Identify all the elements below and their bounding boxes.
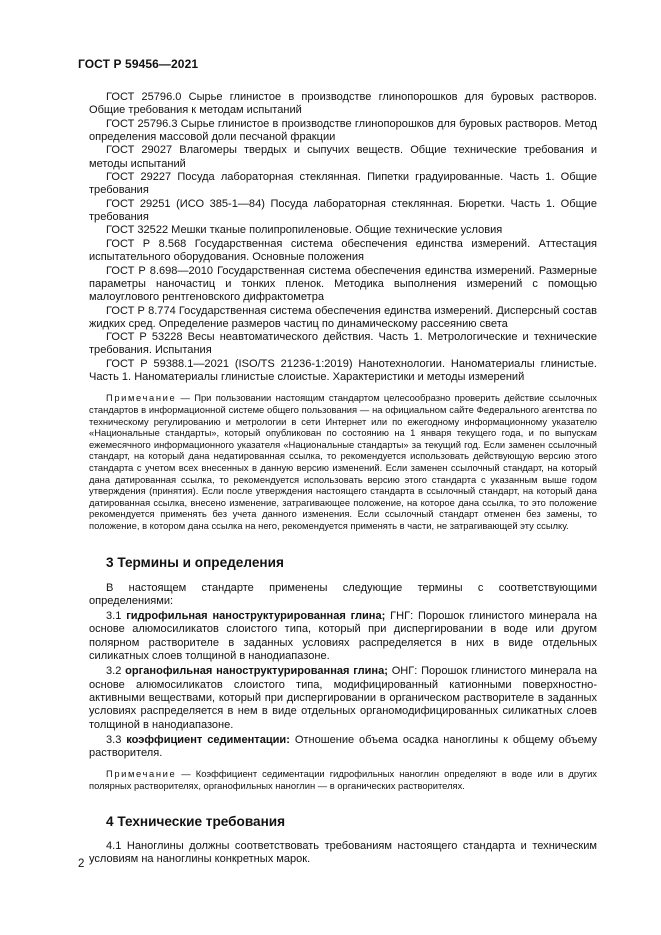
references-note <box>89 392 597 531</box>
section-3-title: 3 Термины и определения <box>106 554 284 570</box>
term-3-3 <box>89 734 597 761</box>
note-text: — Коэффициент седиментации гидрофильных наноглин определяют в воде или в других полярных растворителях, органофильных наноглин — в органических растворителях. <box>89 768 597 792</box>
term-definition: ОНГ: Порошок глинистого минерала на основе алюмосиликатов слоистого типа, модифицированный катионными поверхностно-активными веществами, который при диспергировании в органическом растворителе в заданных условиях распределяется в нем в виде отдельных органомодифицированных силикатных слоев толщиной в нанодиапазоне. <box>89 665 597 731</box>
reference-item: ГОСТ 32522 Мешки тканые полипропиленовые. Общие технические условия <box>106 224 503 237</box>
reference-item: ГОСТ 29251 (ИСО 385-1—84) Посуда лабораторная стеклянная. Бюретки. Часть 1. Общие требования <box>89 197 597 224</box>
reference-item: ГОСТ 25796.0 Сырье глинистое в производстве глинопорошков для буровых растворов. Общие требования к методам испытаний <box>89 91 597 117</box>
note-label: Примечание <box>106 768 177 780</box>
note-label: Примечание <box>106 392 177 404</box>
reference-item: ГОСТ Р 59388.1—2021 (ISO/TS 21236-1:2019) Нанотехнологии. Наноматериалы глинистые. Часть 1. Наноматериалы глинистые слоистые. Характеристики и методы измерений <box>89 357 597 384</box>
page-content <box>89 91 597 866</box>
reference-item: ГОСТ Р 8.774 Государственная система обеспечения единства измерений. Дисперсный состав жидких сред. Определение размеров частиц по динамическому рассеянию света <box>89 304 597 330</box>
term-name: органофильная наноструктурированная глина; <box>125 665 388 678</box>
term-name: гидрофильная наноструктурированная глина; <box>126 610 386 623</box>
section-3-intro: В настоящем стандарте применены следующие термины с соответствующими определениями: <box>89 581 597 607</box>
term-number: 3.2 <box>106 665 122 678</box>
term-definition: ГНГ: Порошок глинистого минерала на основе алюмосиликатов слоистого типа, который при диспергировании в воде или другом полярном растворителе в заданных условиях распределяется в них в виде отдельных силикатных слоев толщиной в нанодиапазоне. <box>89 610 598 663</box>
term-3-1 <box>89 610 597 663</box>
reference-item: ГОСТ Р 8.568 Государственная система обеспечения единства измерений. Аттестация испытательного оборудования. Основные положения <box>89 237 597 264</box>
reference-item: ГОСТ Р 8.698—2010 Государственная система обеспечения единства измерений. Размерные параметры наночастиц и тонких пленок. Методика выполнения измерений с помощью малоуглового рентгеновского дифрактометра <box>89 264 597 304</box>
section-4-paragraph: 4.1 Наноглины должны соответствовать требованиям настоящего стандарта и техническим условиям на наноглины конкретных марок. <box>89 839 597 865</box>
reference-item: ГОСТ Р 53228 Весы неавтоматического действия. Часть 1. Метрологические и технические требования. Испытания <box>89 331 597 357</box>
section-4-title: 4 Технические требования <box>106 813 286 829</box>
term-3-2 <box>89 665 597 731</box>
term-definition: Отношение объема осадка наноглины к общему объему растворителя. <box>89 733 597 760</box>
section-3-note <box>89 768 597 791</box>
page-number: 2 <box>78 858 85 870</box>
term-name: коэффициент седиментации: <box>126 733 290 746</box>
term-number: 3.3 <box>106 733 122 746</box>
reference-item: ГОСТ 25796.3 Сырье глинистое в производстве глинопорошков для буровых растворов. Метод определения массовой доли песчаной фракции <box>89 117 597 143</box>
reference-item: ГОСТ 29027 Влагомеры твердых и сыпучих веществ. Общие технические требования и методы испытаний <box>89 144 597 170</box>
note-text: — При пользовании настоящим стандартом целесообразно проверить действие ссылочных стандартов в информационной системе общего пользования — на официальном сайте Федерального агентства по техническому регулированию и метрологии в сети Интернет или по ежегодному информационному указателю «Национальные стандарты», который опубликован по состоянию на 1 января текущего года, и по выпускам ежемесячного информационного указателя «Национальные стандарты» за текущий год. Если заменен ссылочный стандарт, на который дана недатированная ссылка, то рекомендуется использовать действующую версию этого стандарта с учетом всех внесенных в данную версию изменений. Если заменен ссылочный стандарт, на который дана датированная ссылка, то рекомендуется использовать версию этого стандарта с указанным выше годом утверждения (принятия). Если после утверждения настоящего стандарта в ссылочный стандарт, на который дана датированная ссылка, внесено изменение, затрагивающее положение, на которое дана ссылка, то это положение рекомендуется применять без учета данного изменения. Если ссылочный стандарт отменен без замены, то положение, в котором дана ссылка на него, рекомендуется применять в части, не затрагивающей эту ссылку. <box>89 392 597 531</box>
reference-item: ГОСТ 29227 Посуда лабораторная стеклянная. Пипетки градуированные. Часть 1. Общие требования <box>89 171 597 197</box>
standard-header: ГОСТ Р 59456—2021 <box>78 57 199 71</box>
term-number: 3.1 <box>106 610 122 623</box>
